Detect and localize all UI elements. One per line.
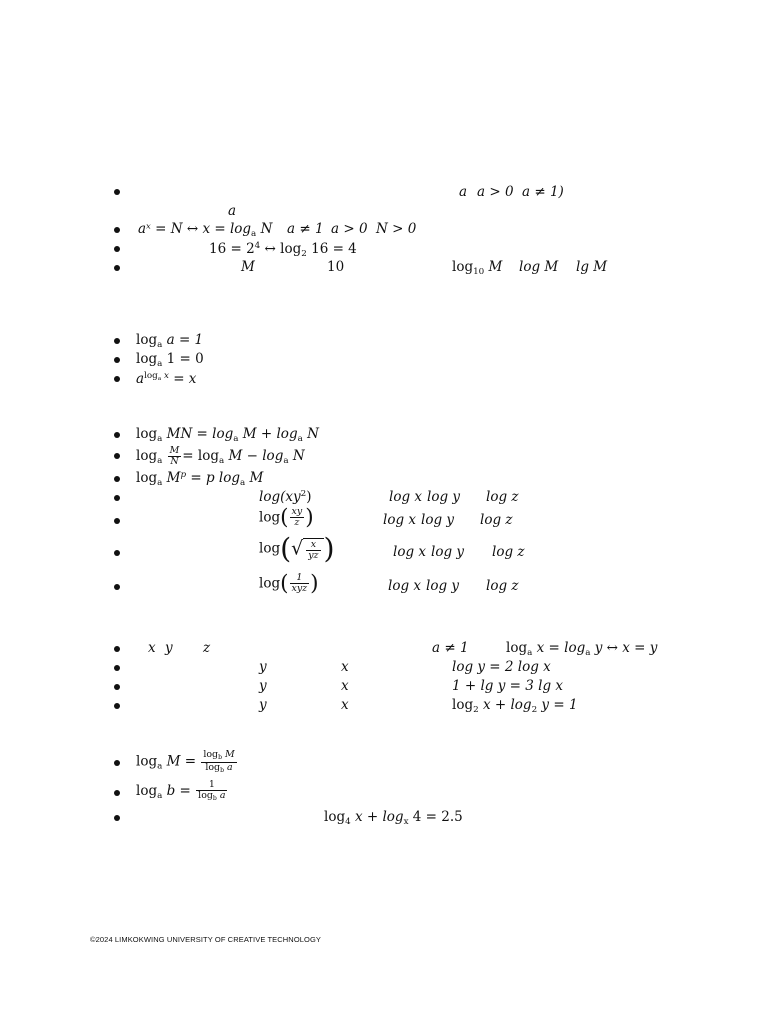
bullet [114, 432, 120, 438]
bullet [114, 189, 120, 195]
math-log-y: log y [426, 578, 460, 594]
math-example-expr: log(√ $\frac{x}{yz}$ ) [259, 532, 335, 565]
math-condition: a ≠ 1 [287, 221, 324, 237]
bullet [114, 265, 120, 271]
math-example-expr: $\log(xy^2)$ [259, 488, 312, 505]
math-condition: a ≠ 1) [522, 184, 564, 200]
bullet [114, 376, 120, 382]
math-condition: a ≠ 1 [432, 640, 469, 656]
math-log-x: log x [383, 512, 416, 528]
math-identity: $\log_a a = 1$ [136, 332, 204, 351]
math-equation: 1 + lg y = 3 lg x [452, 678, 563, 694]
math-condition: a > 0 [477, 184, 514, 200]
math-condition: a > 0 [331, 221, 368, 237]
math-example-expr: log( $\frac{xy}{z}$ ) [259, 505, 314, 530]
bullet [114, 760, 120, 766]
math-log-z: log z [480, 512, 513, 528]
math-lgm: lg M [576, 259, 608, 275]
math-power-rule: $\log_a M^p = p$ $\log_a M$ [136, 469, 264, 488]
math-var-z: z [203, 640, 211, 656]
math-log-z: log z [486, 489, 519, 505]
math-log-z: log z [486, 578, 519, 594]
math-var-x: x [341, 697, 349, 713]
math-var-x: x [341, 678, 349, 694]
math-var-x: x [148, 640, 156, 656]
math-log-z: log z [492, 544, 525, 560]
bullet [114, 518, 120, 524]
math-product-rule: $\log_a$ MN = $\log_a M + \log_a N$ [136, 426, 319, 445]
math-quotient-rule: $\log_a$ $\frac{M}{N}$ = $\log_a M - \log_a N$ [136, 445, 305, 467]
bullet [114, 646, 120, 652]
bullet [114, 495, 120, 501]
bullet [114, 453, 120, 459]
math-ten: 10 [327, 259, 345, 275]
math-reciprocal-rule: $\log_a b$ = $\frac{1}{\log_b a}$ [136, 779, 226, 803]
bullet [114, 703, 120, 709]
copyright-footer: ©2024 LIMKOKWING UNIVERSITY OF CREATIVE TECHNOLOGY [90, 935, 321, 944]
math-var-y: y [259, 659, 267, 675]
math-example: $16 = 2^4$ ↔ $\log_2 16 = 4$ [209, 240, 357, 259]
math-example-expr: log( $\frac{1}{\text{xyz}}$ ) [259, 571, 319, 596]
math-log-y: log y [427, 489, 461, 505]
math-log-x: log x [393, 544, 426, 560]
math-log-y: log y [421, 512, 455, 528]
math-log-x: log x [389, 489, 422, 505]
math-equality-rule: $\log_a x = \log_a y$ ↔ x = y [506, 640, 658, 659]
bullet [114, 584, 120, 590]
bullet [114, 790, 120, 796]
bullet [114, 227, 120, 233]
bullet [114, 338, 120, 344]
math-definition: aˣ = N ↔ $x = \log_a N$ [138, 221, 273, 240]
math-var-a: a [228, 203, 237, 219]
math-condition: N > 0 [376, 221, 417, 237]
math-var-x: x [341, 659, 349, 675]
math-equation: $\log_2 x + \log_2 y = 1$ [452, 697, 578, 716]
bullet [114, 815, 120, 821]
math-equation: log y = 2 log x [452, 659, 551, 675]
math-log-x: log x [388, 578, 421, 594]
math-identity: $\log_a 1 = 0$ [136, 351, 204, 370]
math-var-y: y [259, 678, 267, 694]
math-change-of-base: $\log_a M$ = $\frac{\log_b M}{\log_b a}$ [136, 749, 235, 774]
math-var-a: a [459, 184, 468, 200]
math-logm: log M [519, 259, 559, 275]
math-exercise-equation: $\log_4 x + \log_x 4 = 2.5$ [324, 809, 463, 828]
bullet [114, 684, 120, 690]
math-identity: $a^{log_a x} = x$ [136, 370, 197, 387]
math-log10: $\log_{10} M$ [452, 259, 503, 278]
bullet [114, 357, 120, 363]
bullet [114, 665, 120, 671]
math-var-y: y [259, 697, 267, 713]
bullet [114, 550, 120, 556]
math-var-m: M [241, 259, 255, 275]
math-var-y: y [165, 640, 173, 656]
bullet [114, 476, 120, 482]
math-log-y: log y [431, 544, 465, 560]
bullet [114, 246, 120, 252]
